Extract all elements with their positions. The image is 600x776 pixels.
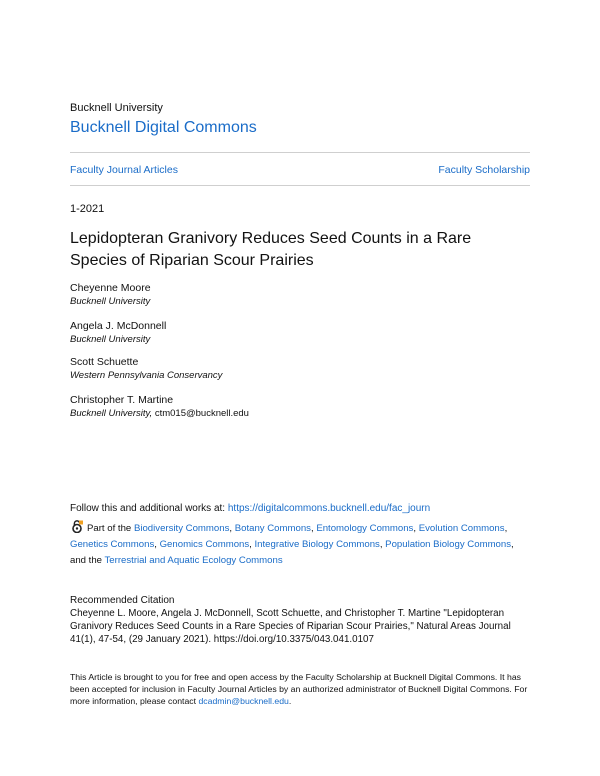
citation-heading: Recommended Citation: [70, 595, 175, 606]
collection-nav: [70, 164, 530, 176]
author-name: Angela J. McDonnell: [70, 320, 167, 332]
notice-end: .: [288, 696, 292, 706]
citation-text: Cheyenne L. Moore, Angela J. McDonnell, Scott Schuette, and Christopher T. Martine "Lepidopteran Granivory Reduces Seed Counts in a Rare Species of Riparian Scour Prairies," Natural Areas Journal 41(1), 47-54, (29 January 2021). https://doi.org/10.3375/043.041.0107: [70, 608, 511, 645]
subject-commons: Part of the Biodiversity Commons, Botany Commons, Entomology Commons, Evolution Commons, Genetics Commons, Genomics Commons, Integrative Biology Commons, Population Biology Commons, and the Terrestrial and Aquatic Ecology Commons: [70, 520, 540, 569]
publication-date: 1-2021: [70, 203, 105, 215]
author-name: Christopher T. Martine: [70, 394, 174, 406]
commons-link[interactable]: Integrative Biology Commons: [254, 539, 380, 550]
commons-link[interactable]: Population Biology Commons: [385, 539, 512, 550]
author-affiliation: Bucknell University: [70, 296, 151, 307]
commons-link[interactable]: Evolution Commons: [418, 523, 505, 534]
access-notice: [70, 671, 530, 707]
author-name: Cheyenne Moore: [70, 282, 151, 294]
institution-name: Bucknell University: [70, 102, 163, 114]
divider-bottom: [70, 185, 530, 186]
author-affiliation: Western Pennsylvania Conservancy: [70, 370, 223, 381]
commons-link[interactable]: Entomology Commons: [316, 523, 414, 534]
article-title: Lepidopteran Granivory Reduces Seed Counts in a Rare Species of Riparian Scour Prairies: [70, 230, 472, 269]
follow-prefix: Follow this and additional works at:: [70, 503, 228, 514]
follow-line: [70, 503, 430, 514]
author-email: ctm015@bucknell.edu: [154, 408, 249, 419]
commons-link[interactable]: Genetics Commons: [70, 539, 155, 550]
notice-text: This Article is brought to you for free and open access by the Faculty Scholarship at Bucknell Digital Commons. It has been accepted for inclusion in Faculty Journal Articles by an authorized administrator of Bucknell Digital Commons. For more information, please contact: [70, 672, 528, 706]
contact-email-link[interactable]: dcadmin@bucknell.edu: [198, 696, 289, 706]
author-affiliation: Bucknell University: [70, 334, 151, 345]
author-affiliation-text: Bucknell University: [70, 408, 150, 419]
author-block: [70, 394, 249, 420]
faculty-scholarship-link[interactable]: Faculty Scholarship: [438, 164, 530, 176]
author-block: [70, 356, 222, 382]
subjects-conjunction: and the: [70, 555, 105, 566]
repository-link[interactable]: Bucknell Digital Commons: [70, 119, 257, 136]
commons-link[interactable]: Biodiversity Commons: [133, 523, 230, 534]
divider-top: [70, 152, 530, 153]
commons-link[interactable]: Genomics Commons: [159, 539, 250, 550]
commons-link[interactable]: Terrestrial and Aquatic Ecology Commons: [104, 555, 283, 566]
subjects-prefix: Part of the: [87, 523, 134, 534]
commons-link[interactable]: Botany Commons: [234, 523, 311, 534]
author-block: [70, 282, 151, 308]
author-block: [70, 320, 166, 346]
author-affiliation: Bucknell University, ctm015@bucknell.edu: [70, 408, 249, 419]
author-name: Scott Schuette: [70, 356, 139, 368]
follow-url-link[interactable]: https://digitalcommons.bucknell.edu/fac_journ: [227, 503, 431, 514]
faculty-journal-articles-link[interactable]: Faculty Journal Articles: [70, 164, 178, 176]
open-access-icon: [70, 520, 84, 533]
